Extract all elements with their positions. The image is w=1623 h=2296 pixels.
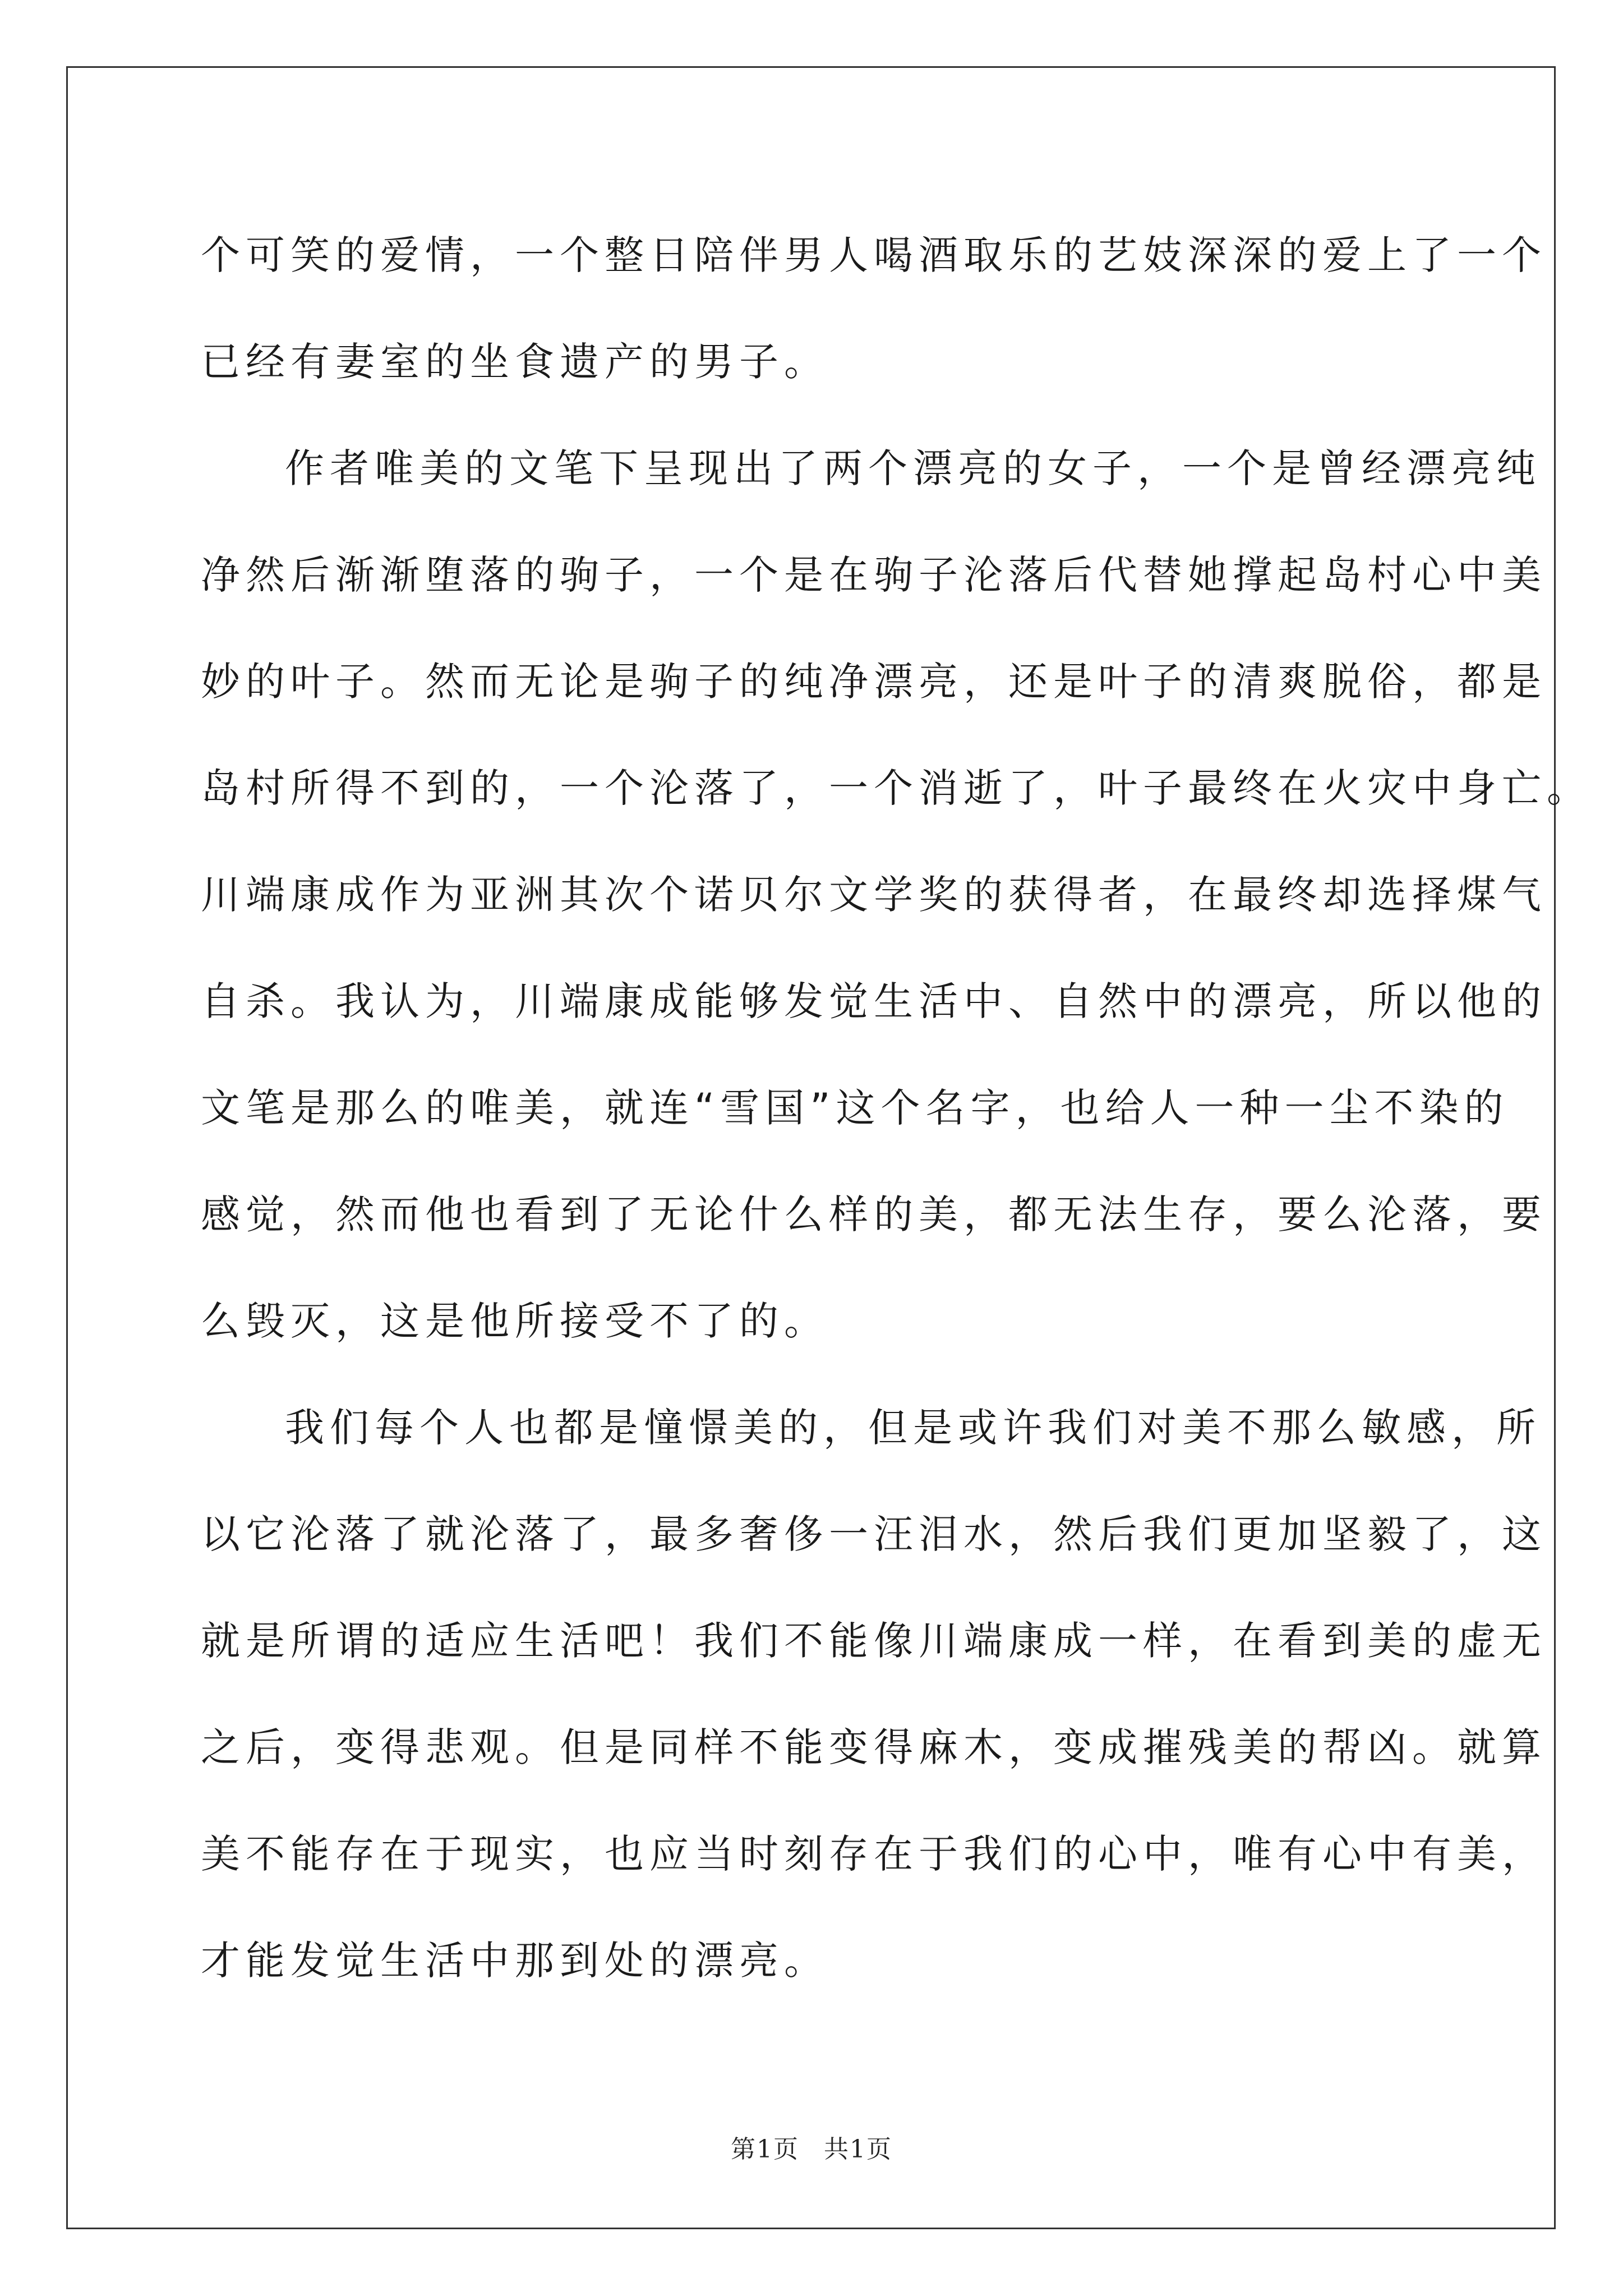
text-line: 个可笑的爱情，一个整日陪伴男人喝酒取乐的艺妓深深的爱上了一个 (201, 232, 1547, 278)
text-line: 净然后渐渐堕落的驹子，一个是在驹子沦落后代替她撑起岛村心中美 (201, 552, 1547, 598)
page-footer (0, 2129, 1623, 2165)
current-page-number: 第1页 (731, 2135, 799, 2164)
text-line: 以它沦落了就沦落了，最多奢侈一汪泪水，然后我们更加坚毅了，这 (201, 1511, 1547, 1557)
paragraph-1 (201, 202, 1547, 415)
text-line: 才能发觉生活中那到处的漂亮。 (201, 1938, 829, 1984)
text-line: 美不能存在于现实，也应当时刻存在于我们的心中，唯有心中有美， (201, 1831, 1547, 1877)
total-pages: 共1页 (824, 2135, 892, 2164)
text-line: 感觉，然而他也看到了无论什么样的美，都无法生存，要么沦落，要 (201, 1191, 1547, 1237)
text-line: 之后，变得悲观。但是同样不能变得麻木，变成摧残美的帮凶。就算 (201, 1724, 1547, 1770)
text-line: 么毁灭，这是他所接受不了的。 (201, 1298, 829, 1344)
text-line: 我们每个人也都是憧憬美的，但是或许我们对美不那么敏感，所 (285, 1405, 1541, 1451)
document-body (201, 202, 1592, 2014)
paragraph-2 (201, 415, 1592, 1374)
text-line: 自杀。我认为，川端康成能够发觉生活中、自然中的漂亮，所以他的 (201, 978, 1547, 1024)
text-line: 岛村所得不到的，一个沦落了，一个消逝了，叶子最终在火灾中身亡。 (201, 765, 1592, 811)
text-line: 作者唯美的文笔下呈现出了两个漂亮的女子，一个是曾经漂亮纯 (285, 445, 1541, 491)
paragraph-3 (201, 1374, 1547, 2014)
text-line: 文笔是那么的唯美，就连“雪国”这个名字，也给人一种一尘不染的 (201, 1085, 1509, 1131)
text-line: 妙的叶子。然而无论是驹子的纯净漂亮，还是叶子的清爽脱俗，都是 (201, 659, 1547, 705)
text-line: 就是所谓的适应生活吧！我们不能像川端康成一样，在看到美的虚无 (201, 1618, 1547, 1664)
text-line: 川端康成作为亚洲其次个诺贝尔文学奖的获得者，在最终却选择煤气 (201, 872, 1547, 918)
text-line: 已经有妻室的坐食遗产的男子。 (201, 339, 829, 385)
